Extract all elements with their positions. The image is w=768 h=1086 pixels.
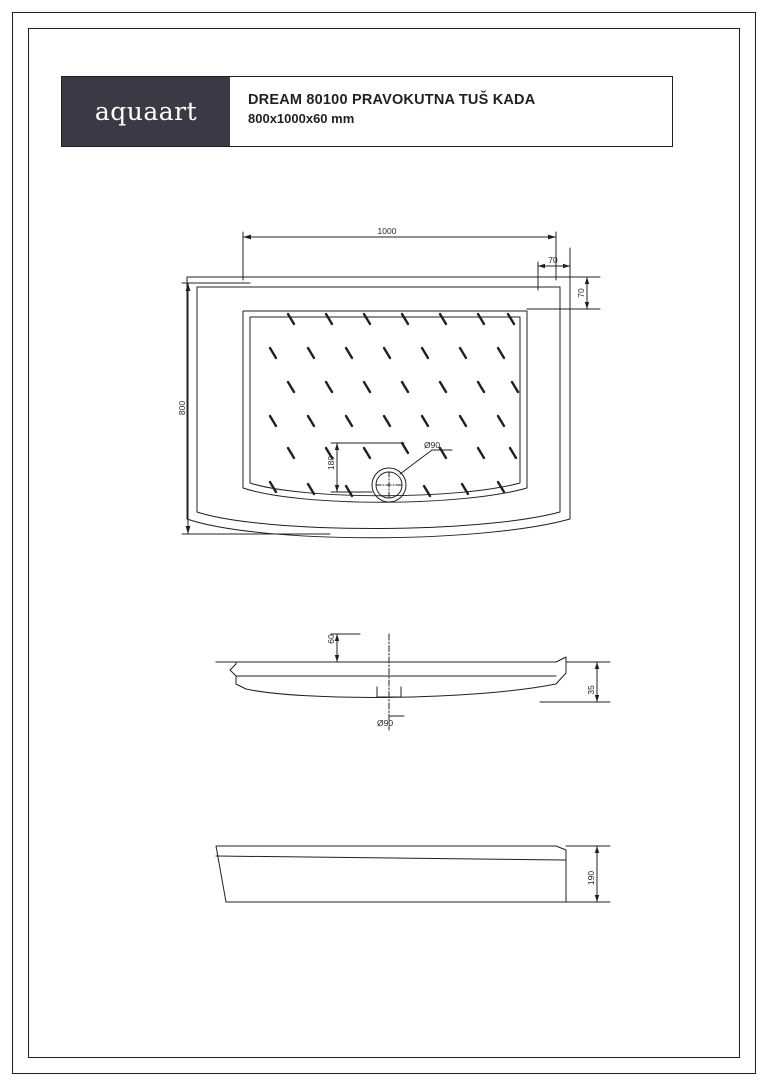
dim-label-corner-offset-h: 70 [548,255,558,265]
side-section-view [216,634,610,730]
dim-top-width [243,232,556,280]
top-view [182,232,600,538]
dim-label-drain-diameter: Ø90 [424,440,441,450]
product-title: DREAM 80100 PRAVOKUTNA TUŠ KADA [248,92,536,108]
tray-basin-outline [243,311,527,502]
dim-label-section-drain: Ø90 [377,718,394,728]
product-subtitle: 800x1000x60 mm [248,111,355,126]
dim-label-drain-offset: 180 [326,455,336,471]
brand-logo-text: aquaart [94,97,198,126]
dim-top-height [182,283,330,534]
dim-label-front-height: 190 [586,870,596,886]
dim-section-lip [540,662,610,702]
dim-label-top-height: 800 [177,400,187,416]
front-body-outline [216,846,566,902]
dim-label-section-lip: 35 [586,685,596,695]
dim-label-top-width: 1000 [377,226,397,236]
dim-label-corner-offset-v: 70 [576,288,586,298]
front-view [216,846,610,902]
section-profile-outline [216,657,566,697]
dim-label-section-depth: 60 [326,634,336,644]
front-top-edge-line [216,856,566,860]
